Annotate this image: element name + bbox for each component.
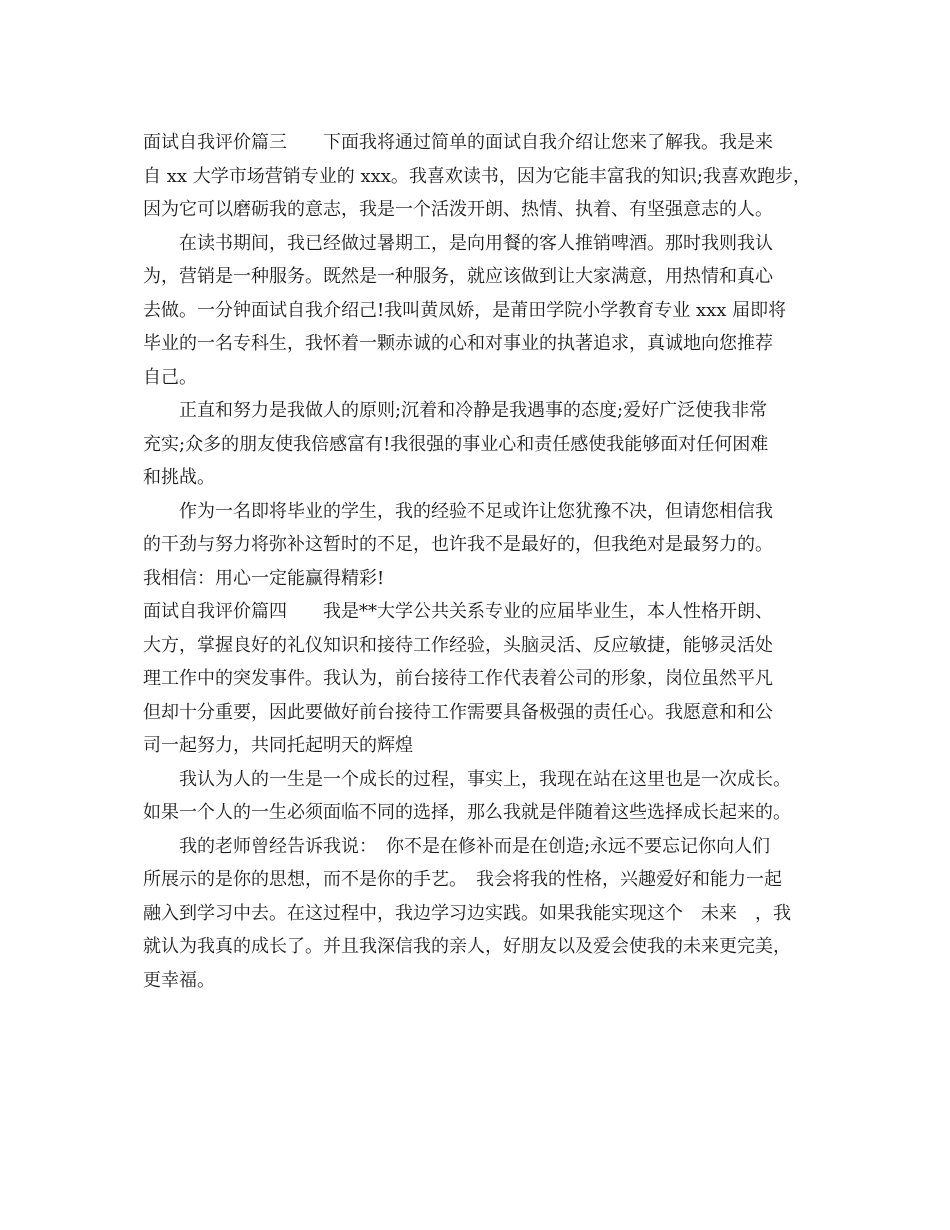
text-line: 充实;众多的朋友使我倍感富有!我很强的事业心和责任感使我能够面对任何困难 <box>143 433 769 455</box>
text-line: 理工作中的突发事件。我认为，前台接待工作代表着公司的形象，岗位虽然平凡 <box>143 668 773 689</box>
text-line: 融入到学习中去。在这过程中，我边学习边实践。如果我能实现这个 未来 ，我 <box>143 902 791 924</box>
text-line: 和挑战。 <box>143 467 215 488</box>
text-line: 我的老师曾经告诉我说： 你不是在修补而是在创造;永远不要忘记你向人们 <box>179 835 771 857</box>
text-line: 面试自我评价篇三 下面我将通过简单的面试自我介绍让您来了解我。我是来 <box>143 132 773 153</box>
text-line: 就认为我真的成长了。并且我深信我的亲人，好朋友以及爱会使我的未来更完美， <box>143 936 791 957</box>
text-line: 正直和努力是我做人的原则;沉着和冷静是我遇事的态度;爱好广泛使我非常 <box>179 400 768 421</box>
text-line: 作为一名即将毕业的学生，我的经验不足或许让您犹豫不决，但请您相信我 <box>179 500 773 522</box>
text-line: 的干劲与努力将弥补这暂时的不足，也许我不是最好的，但我绝对是最努力的。 <box>143 534 773 555</box>
text-line: 因为它可以磨砺我的意志，我是一个活泼开朗、热情、执着、有坚强意志的人。 <box>143 199 773 220</box>
text-line: 毕业的一名专科生，我怀着一颗赤诚的心和对事业的执著追求，真诚地向您推荐 <box>143 333 773 354</box>
text-line: 所展示的是你的思想，而不是你的手艺。 我会将我的性格，兴趣爱好和能力一起 <box>143 869 782 890</box>
text-line: 去做。一分钟面试自我介绍己!我叫黄凤娇，是莆田学院小学教育专业 xxx 届即将 <box>143 299 787 321</box>
text-line: 自 xx 大学市场营销专业的 xxx。我喜欢读书，因为它能丰富我的知识;我喜欢跑步， <box>143 165 811 187</box>
text-line: 更幸福。 <box>143 969 215 991</box>
text-line: 在读书期间，我已经做过暑期工，是向用餐的客人推销啤酒。那时我则我认 <box>179 232 773 254</box>
text-line: 面试自我评价篇四 我是**大学公共关系专业的应届毕业生，本人性格开朗、 <box>143 601 773 622</box>
text-line: 但却十分重要，因此要做好前台接待工作需要具备极强的责任心。我愿意和和公 <box>143 701 773 723</box>
text-line: 我认为人的一生是一个成长的过程，事实上，我现在站在这里也是一次成长。 <box>179 768 791 790</box>
text-line: 自己。 <box>143 366 197 388</box>
document-body <box>143 126 823 997</box>
text-line: 为，营销是一种服务。既然是一种服务，就应该做到让大家满意，用热情和真心 <box>143 266 773 287</box>
text-line: 大方，掌握良好的礼仪知识和接待工作经验，头脑灵活、反应敏捷，能够灵活处 <box>143 634 773 656</box>
text-line: 如果一个人的一生必须面临不同的选择，那么我就是伴随着这些选择成长起来的。 <box>143 802 791 823</box>
text-line: 司一起努力，共同托起明天的辉煌 <box>143 735 413 756</box>
text-line: 我相信：用心一定能赢得精彩! <box>143 567 385 589</box>
